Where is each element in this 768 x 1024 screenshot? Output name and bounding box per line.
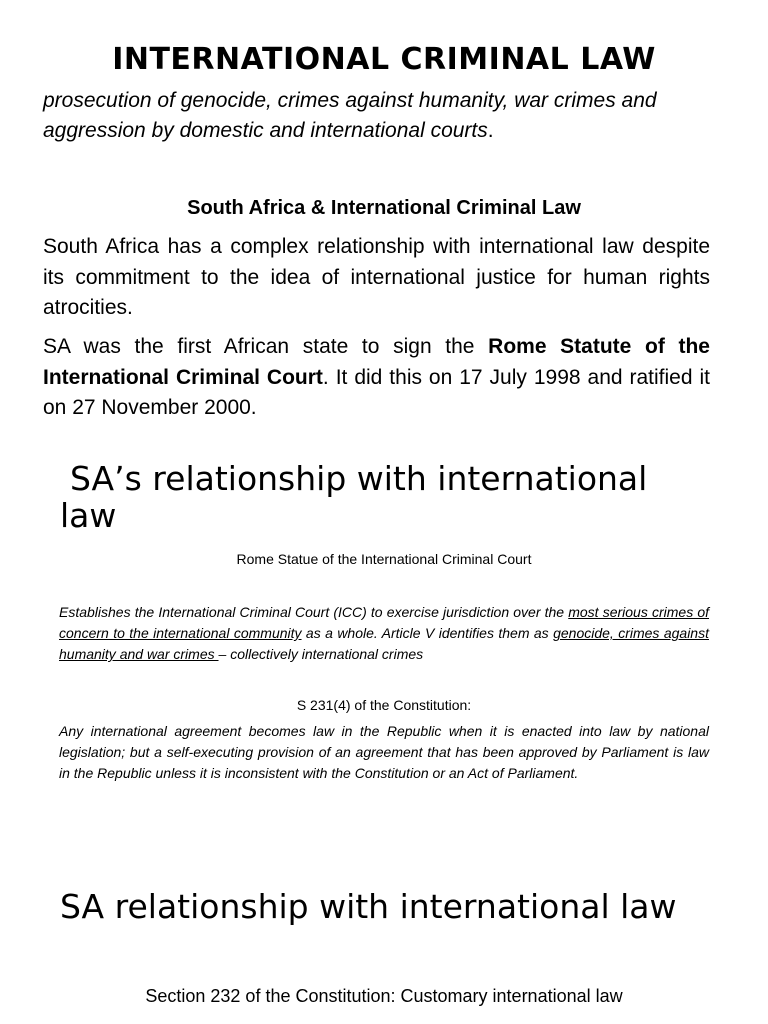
slide-heading-line2: law bbox=[60, 496, 117, 535]
slide-heading-line1: SA’s relationship with international bbox=[70, 459, 648, 498]
slide-heading-sa-relationship-2: SA relationship with international law bbox=[60, 887, 677, 926]
paragraph-rome-statute-signing bbox=[43, 332, 710, 424]
establishes-text-2: as a whole. Article V identifies them as bbox=[301, 625, 554, 641]
slide-heading-sa-relationship bbox=[60, 460, 720, 534]
caption-s231: S 231(4) of the Constitution: bbox=[296, 697, 472, 713]
establishes-text-1: Establishes the International Criminal Court (ICC) to exercise jurisdiction over the bbox=[59, 604, 569, 620]
paragraph-s231-text: Any international agreement becomes law in the Republic when it is enacted into law by national legislation; but a self-executing provision of an agreement that has been approved by Parliament is law in the Republic unless it is inconsistent with the Constitution or an Act of Parliament. bbox=[59, 723, 709, 781]
section-heading-sa-icl: South Africa & International Criminal Law bbox=[187, 197, 581, 219]
establishes-text-3: – collectively international crimes bbox=[218, 646, 424, 662]
para2-bold-rome-statute: Rome Statute of the International Criminal Court bbox=[43, 335, 710, 389]
subtitle-text: prosecution of genocide, crimes against humanity, war crimes and aggression by domestic and international courts bbox=[43, 89, 657, 142]
paragraph-complex-relationship: South Africa has a complex relationship with international law despite its commitment to the idea of international justice for human rights atrocities. bbox=[43, 235, 710, 319]
para2-text-after: . It did this on 17 July 1998 and ratified it on 27 November 2000. bbox=[43, 365, 710, 419]
paragraph-establishes-icc bbox=[59, 602, 709, 665]
page-title: INTERNATIONAL CRIMINAL LAW bbox=[112, 42, 656, 77]
establishes-underline-2: genocide, crimes against humanity and war crimes bbox=[59, 625, 709, 662]
caption-section-232: Section 232 of the Constitution: Customary international law bbox=[145, 986, 623, 1006]
subtitle-period: . bbox=[487, 119, 494, 142]
establishes-underline-1: most serious crimes of concern to the international community bbox=[59, 604, 709, 641]
caption-rome-statue: Rome Statue of the International Criminal Court bbox=[236, 551, 532, 567]
subtitle-definition bbox=[43, 86, 713, 146]
para2-text-before: SA was the first African state to sign the bbox=[43, 335, 489, 358]
